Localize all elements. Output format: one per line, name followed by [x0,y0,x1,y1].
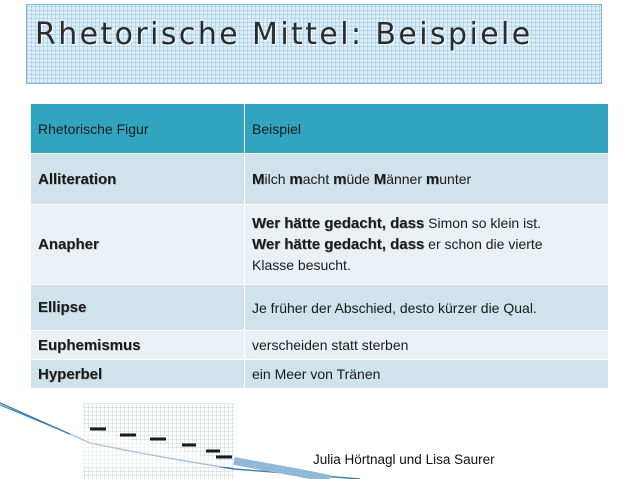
example-hyperbel: ein Meer von Tränen [245,360,609,389]
table-row [31,154,609,205]
example-text-part: er schon die vierte [424,236,543,252]
header-example: Beispiel [245,104,609,154]
table-header-row [31,104,609,154]
figure-euphemismus: Euphemismus [31,331,245,360]
example-text-part: acht [302,170,334,187]
example-text-part: änner [386,170,426,187]
example-bold-part: Wer hätte gedacht, dass [252,236,425,253]
slide-footer: Julia Hörtnagl und Lisa Saurer [313,452,495,467]
slide-title-banner [26,4,602,84]
example-anapher [245,205,609,285]
example-bold-part: m [333,170,347,188]
example-ellipse: Je früher der Abschied, desto kürzer die Qual. [245,285,609,331]
example-text-part: Klasse besucht. [252,257,351,273]
example-text-part: Simon so klein ist. [424,215,541,231]
example-text-part: ilch [264,170,290,187]
figure-alliteration: Alliteration [31,154,245,205]
figure-hyperbel: Hyperbel [31,360,245,389]
table-row [31,360,609,389]
example-text-part: unter [439,170,472,187]
table-row [31,285,609,331]
example-line [252,255,601,276]
example-line [252,234,601,255]
figure-anapher: Anapher [31,205,245,285]
example-text-part: üde [346,170,374,187]
example-euphemismus: verscheiden statt sterben [245,331,609,360]
example-bold-part: M [252,170,265,188]
figure-ellipse: Ellipse [31,285,245,331]
slide-title: Rhetorische Mittel: Beispiele [35,17,533,52]
rhetoric-table [31,104,609,389]
table-row [31,205,609,285]
stair-mask [0,403,82,479]
example-bold-part: M [373,170,387,188]
example-bold-part: m [289,170,303,188]
example-bold-part: Wer hätte gedacht, dass [252,215,425,232]
table-row [31,331,609,360]
example-bold-part: m [425,170,440,188]
header-figure: Rhetorische Figur [31,104,245,154]
example-line [252,213,601,234]
example-alliteration [245,154,609,205]
